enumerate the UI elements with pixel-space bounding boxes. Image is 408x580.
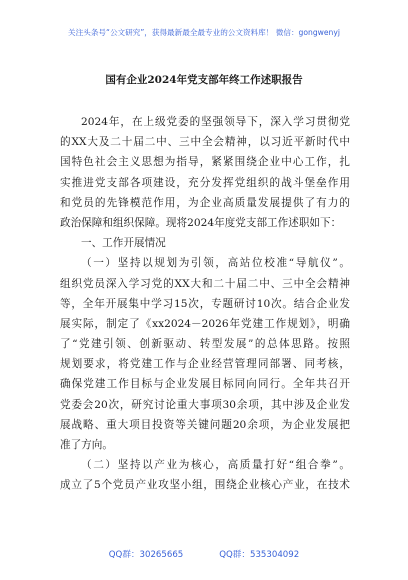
- subsection-heading: （二）坚持以产业为核心，高质量打好“组合拳”。: [81, 459, 350, 472]
- paragraph-line: 成立了5个党员产业攻坚小组，围绕企业核心产业，在技术: [60, 479, 350, 492]
- footer-qq-group-1: QQ群：30265665: [108, 550, 184, 560]
- paragraph-line: 政治保障和组织保障。现将2024年度党支部工作述职如下：: [60, 216, 342, 229]
- paragraph-line: 实推进党支部各项建设，充分发挥党组织的战斗堡垒作用: [60, 176, 350, 189]
- header-banner: 关注头条号“公文研究”，获得最新最全最专业的公文资料库！ 微信：gongwenyj: [68, 28, 340, 37]
- paragraph-line: 准了方向。: [60, 439, 113, 451]
- paragraph-line: 展战略、重大项目投资等关键问题20余项，为企业发展把: [60, 418, 350, 431]
- paragraph-line: 国特色社会主义思想为指导，紧紧围绕企业中心工作，扎: [60, 156, 350, 169]
- paragraph-line: 的XX大及二十届二中、三中全会精神，以习近平新时代中: [60, 136, 350, 149]
- footer-contact: [0, 548, 408, 560]
- paragraph-line: 了“党建引领、创新驱动、转型发展”的总体思路。按照: [60, 338, 350, 351]
- paragraph-line: 确保党建工作目标与企业发展目标同向同行。全年共召开: [60, 378, 350, 391]
- section-heading: 一、工作开展情况: [81, 237, 166, 250]
- paragraph-line: 组织党员深入学习党的XX大和二十届二中、三中全会精神: [60, 277, 350, 290]
- paragraph-line: 和党员的先锋模范作用，为企业高质量发展提供了有力的: [60, 196, 350, 209]
- paragraph-line: 展实际，制定了《xx2024－2026年党建工作规划》，明确: [60, 317, 350, 330]
- document-body: [60, 112, 350, 496]
- paragraph-line: 2024年，在上级党委的坚强领导下，深入学习贯彻党: [81, 116, 350, 128]
- paragraph-line: 规划要求，将党建工作与企业经营管理同部署、同考核，: [60, 358, 350, 371]
- subsection-heading: （一）坚持以规划为引领，高站位校准“导航仪”。: [81, 257, 350, 270]
- footer-qq-group-2: QQ群：535304092: [219, 550, 300, 560]
- paragraph-line: 党委会20次，研究讨论重大事项30余项，其中涉及企业发: [60, 398, 350, 411]
- paragraph-line: 等，全年开展集中学习15次，专题研讨10次。结合企业发: [60, 297, 350, 310]
- document-title: 国有企业2024年党支部年终工作述职报告: [105, 74, 303, 86]
